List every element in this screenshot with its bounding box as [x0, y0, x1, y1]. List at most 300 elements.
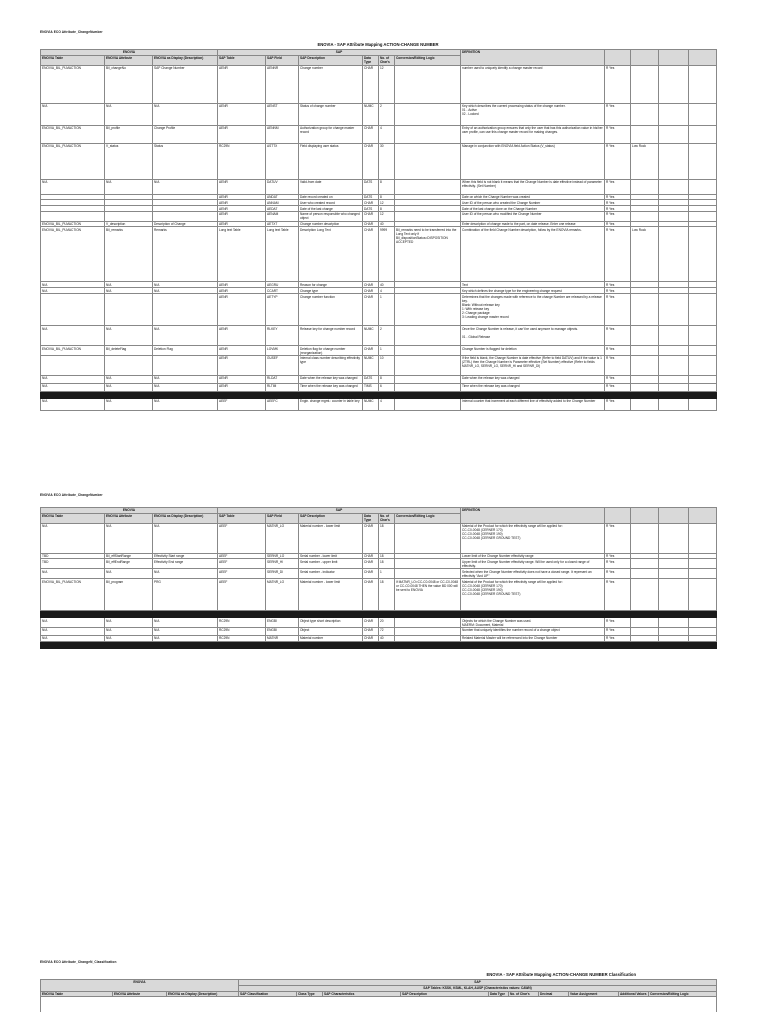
- column-header: Value Assignment: [569, 991, 619, 997]
- table-cell: N/A: [105, 376, 153, 384]
- table-cell: R Yes: [605, 227, 631, 282]
- table-cell: CHAR: [363, 282, 379, 288]
- group-header-enovia: ENOVIA: [41, 50, 218, 56]
- table-cell: AENR: [218, 179, 266, 194]
- table-cell: [218, 392, 266, 399]
- table-cell: Bil_effStartRange: [105, 553, 153, 559]
- column-header: SAP Table: [218, 513, 266, 523]
- table-cell: [631, 384, 659, 392]
- column-header: Conversion/Editing Logic: [395, 513, 461, 523]
- table-cell: R Yes: [605, 200, 631, 206]
- table-cell: [395, 376, 461, 384]
- table-cell: [689, 641, 717, 648]
- table-cell: [659, 179, 689, 194]
- table-cell: [659, 65, 689, 103]
- table-cell: N/A: [41, 103, 105, 125]
- table-cell: [363, 611, 379, 618]
- table-cell: [689, 559, 717, 569]
- table-cell: DATS: [363, 206, 379, 212]
- table-cell: [689, 227, 717, 282]
- table-cell: [363, 392, 379, 399]
- table-cell: 18: [379, 553, 395, 559]
- table-cell: [689, 392, 717, 399]
- sap-tables-header: SAP Tables: KSSK, KSML, KLAH, AUSP (Characteristics values: CAWN): [239, 985, 717, 991]
- table-cell: Date of the last change done on the Change Number: [461, 206, 605, 212]
- table-cell: 2: [379, 103, 395, 125]
- table-cell: Bil_effEndRange: [105, 559, 153, 569]
- table-cell: [105, 392, 153, 399]
- column-header: Data Type: [363, 55, 379, 65]
- table-row: [41, 618, 717, 628]
- table-cell: N/A: [105, 569, 153, 579]
- column-header: [689, 508, 717, 524]
- table-cell: GUSEF: [266, 356, 299, 376]
- column-header: No. of Char's: [379, 513, 395, 523]
- table-cell: AENNM: [266, 125, 299, 143]
- table-cell: CHAR: [363, 553, 379, 559]
- table-cell: AENR: [218, 282, 266, 288]
- table-cell: 1: [379, 294, 395, 326]
- table-row: [41, 376, 717, 384]
- table-cell: 1: [379, 346, 395, 356]
- table-cell: AETXT: [266, 221, 299, 227]
- table-cell: N/A: [105, 179, 153, 194]
- table-cell: AEEF: [218, 579, 266, 611]
- table-cell: N/A: [153, 376, 218, 384]
- table-row: [41, 398, 717, 410]
- table-row: [41, 65, 717, 103]
- table-cell: Serial number - indicator: [299, 569, 363, 579]
- table-cell: 20: [379, 618, 395, 628]
- table-cell: Bil_remarks need to be transferred into the Long Text only if Bil_dispositionStatus=DISPOSITION ACCEPTED: [395, 227, 461, 282]
- table-cell: [689, 398, 717, 410]
- table-cell: Bil_deleteFlag: [105, 346, 153, 356]
- table-cell: N/A: [153, 523, 218, 553]
- table-cell: R Yes: [605, 384, 631, 392]
- table-cell: Change Profile: [153, 125, 218, 143]
- table-cell: Description of Change: [153, 221, 218, 227]
- column-header: DEFINITION: [461, 508, 605, 524]
- table-cell: Change number description: [299, 221, 363, 227]
- table-cell: R Yes: [605, 143, 631, 179]
- column-header: SAP Description: [401, 991, 489, 997]
- table-cell: User ID of the person who created the Change Number: [461, 200, 605, 206]
- table-cell: AENR: [218, 221, 266, 227]
- table-cell: [218, 611, 266, 618]
- table-cell: Lower limit of the Change Number effectivity range: [461, 553, 605, 559]
- table-cell: [395, 294, 461, 326]
- table-cell: LOVMK: [266, 346, 299, 356]
- table-cell: Material number - lower limit: [299, 579, 363, 611]
- table-cell: ENGBI: [266, 618, 299, 628]
- table-cell: [379, 641, 395, 648]
- table-row: [41, 346, 717, 356]
- table-cell: AETYP: [266, 294, 299, 326]
- table-cell: MATNR_LO: [266, 523, 299, 553]
- table-cell: Object type short description: [299, 618, 363, 628]
- table-cell: Internal class number describing effectivity type: [299, 356, 363, 376]
- table-cell: CHAR: [363, 125, 379, 143]
- table-cell: V_status: [105, 143, 153, 179]
- group-header-enovia: ENOVIA: [41, 980, 239, 992]
- table-cell: Manage in conjunction with ENOVIA field Action Status (V_status): [461, 143, 605, 179]
- table-cell: Date when the release key was changed: [299, 376, 363, 384]
- table-cell: AENR: [218, 294, 266, 326]
- table-cell: [631, 611, 659, 618]
- table-cell: [461, 611, 605, 618]
- table-cell: [395, 569, 461, 579]
- table-cell: Date of the last change: [299, 206, 363, 212]
- table-cell: CHAR: [363, 627, 379, 635]
- table-cell: [41, 611, 105, 618]
- table-cell: CHAR: [363, 635, 379, 641]
- table-cell: [41, 211, 105, 221]
- table-cell: 1: [379, 569, 395, 579]
- table-cell: AENR: [218, 200, 266, 206]
- column-header: [631, 50, 659, 66]
- mapping-table: [40, 49, 717, 411]
- table-cell: [689, 384, 717, 392]
- table-cell: N/A: [41, 326, 105, 346]
- table-cell: [659, 559, 689, 569]
- mapping-sheet-3: [40, 972, 716, 1012]
- table-cell: [299, 641, 363, 648]
- table-row: [41, 569, 717, 579]
- table-row: [41, 125, 717, 143]
- table-cell: Text: [461, 282, 605, 288]
- table-cell: [631, 294, 659, 326]
- table-cell: AEGRU: [266, 282, 299, 288]
- column-header: Data Type: [363, 513, 379, 523]
- table-cell: Combination of the field Change Number description, follow by the ENOVIA remarks.: [461, 227, 605, 282]
- table-cell: N/A: [41, 635, 105, 641]
- table-cell: Low Rock: [631, 227, 659, 282]
- table-cell: 2: [379, 326, 395, 346]
- table-cell: NUMC: [363, 103, 379, 125]
- table-cell: [631, 179, 659, 194]
- column-header: ENOVIA Attribute: [113, 991, 167, 997]
- table-cell: AENR: [218, 356, 266, 376]
- table-cell: Time when the release key was changed: [461, 384, 605, 392]
- table-cell: CHAR: [363, 211, 379, 221]
- table-cell: AEEF: [218, 569, 266, 579]
- table-cell: [395, 627, 461, 635]
- table-cell: Valid-from date: [299, 179, 363, 194]
- table-cell: N/A: [41, 376, 105, 384]
- table-cell: Bil_program: [105, 579, 153, 611]
- table-cell: AENNR: [266, 65, 299, 103]
- table-cell: number used to uniquely identify a change master record: [461, 65, 605, 103]
- table-cell: CHAR: [363, 294, 379, 326]
- table-cell: 6: [379, 384, 395, 392]
- table-cell: [659, 523, 689, 553]
- column-header: SAP Table: [218, 55, 266, 65]
- table-cell: Enter description of change made to the part, on date release. Enter one release: [461, 221, 605, 227]
- table-row: [41, 356, 717, 376]
- table-cell: User who created record: [299, 200, 363, 206]
- table-row: [41, 227, 717, 282]
- table-cell: 12: [379, 211, 395, 221]
- table-cell: 12: [379, 65, 395, 103]
- table-cell: [41, 392, 105, 399]
- table-cell: N/A: [105, 288, 153, 294]
- table-cell: 30: [379, 143, 395, 179]
- group-header-sap: SAP: [218, 50, 461, 56]
- table-cell: AENR: [218, 125, 266, 143]
- table-cell: N/A: [41, 618, 105, 628]
- table-cell: [659, 143, 689, 179]
- table-cell: [105, 294, 153, 326]
- column-header: [659, 508, 689, 524]
- table-cell: Upper limit of the Change Number effectivity range. Will be used only for a closed range of effectivity.: [461, 559, 605, 569]
- table-cell: [153, 611, 218, 618]
- column-header: SAP Description: [299, 55, 363, 65]
- table-cell: N/A: [41, 569, 105, 579]
- table-cell: R Yes: [605, 326, 631, 346]
- table-cell: [689, 103, 717, 125]
- table-cell: [631, 346, 659, 356]
- table-cell: 72: [379, 627, 395, 635]
- table-cell: [153, 356, 218, 376]
- table-cell: [659, 392, 689, 399]
- table-cell: R Yes: [605, 398, 631, 410]
- table-cell: Low Rock: [631, 143, 659, 179]
- table-cell: [395, 211, 461, 221]
- sheet-label: ENOVIA ECO Attribute_ChangeNumber: [40, 493, 103, 497]
- table-cell: ASTTX: [266, 143, 299, 179]
- table-cell: Objects for which the Change Number was used. MAERM: Document, Material: [461, 618, 605, 628]
- table-cell: Entry of an authorization group ensures that only the user that has this authorization value in his/her user profile, can use this change master record for making changes.: [461, 125, 605, 143]
- table-cell: R Yes: [605, 179, 631, 194]
- table-cell: R Yes: [605, 569, 631, 579]
- table-cell: ENOVIA_BIL_PLMACTION: [41, 227, 105, 282]
- table-cell: [659, 227, 689, 282]
- table-cell: [395, 559, 461, 569]
- table-cell: CHAR: [363, 346, 379, 356]
- table-cell: N/A: [153, 618, 218, 628]
- table-cell: Date on which the Change Number was created: [461, 194, 605, 200]
- table-row: [41, 579, 717, 611]
- table-cell: [689, 143, 717, 179]
- table-cell: R Yes: [605, 346, 631, 356]
- table-cell: Change number: [299, 65, 363, 103]
- table-cell: R Yes: [605, 553, 631, 559]
- table-cell: ANNAM: [266, 200, 299, 206]
- table-cell: TBD: [41, 553, 105, 559]
- table-cell: R Yes: [605, 294, 631, 326]
- table-cell: ENOVIA_BIL_PLMACTION: [41, 346, 105, 356]
- table-cell: [689, 294, 717, 326]
- table-cell: AEEF: [218, 398, 266, 410]
- table-cell: SERNR_DI: [266, 569, 299, 579]
- table-cell: [395, 384, 461, 392]
- table-cell: [659, 294, 689, 326]
- table-cell: Authorization group for change master record: [299, 125, 363, 143]
- table-cell: CHAR: [363, 65, 379, 103]
- table-cell: [461, 641, 605, 648]
- table-cell: [605, 611, 631, 618]
- table-cell: AENR: [218, 346, 266, 356]
- table-cell: SAP Change Number: [153, 65, 218, 103]
- column-header: ENOVIA Attribute: [105, 513, 153, 523]
- table-cell: Number that uniquely identifies the number record of a change object: [461, 627, 605, 635]
- table-cell: [395, 143, 461, 179]
- column-header: ENOVIA Attribute: [105, 55, 153, 65]
- table-cell: [266, 611, 299, 618]
- sheet-title: ENOVIA - SAP Attribute Mapping ACTION-CHANGE NUMBER Classification: [486, 972, 636, 977]
- column-header: [605, 508, 631, 524]
- table-cell: DATS: [363, 376, 379, 384]
- table-cell: AENR: [218, 65, 266, 103]
- table-cell: [631, 523, 659, 553]
- table-cell: [153, 211, 218, 221]
- table-cell: N/A: [153, 627, 218, 635]
- table-cell: [379, 611, 395, 618]
- table-cell: N/A: [41, 179, 105, 194]
- table-cell: DATS: [363, 194, 379, 200]
- table-cell: RLDAT: [266, 376, 299, 384]
- table-cell: N/A: [41, 288, 105, 294]
- table-cell: V_description: [105, 221, 153, 227]
- table-cell: N/A: [41, 398, 105, 410]
- table-cell: N/A: [41, 282, 105, 288]
- table-cell: [395, 65, 461, 103]
- table-cell: Serial number - upper limit: [299, 559, 363, 569]
- column-header: [659, 50, 689, 66]
- table-cell: NUMC: [363, 398, 379, 410]
- table-cell: N/A: [105, 326, 153, 346]
- table-cell: R Yes: [605, 579, 631, 611]
- table-cell: [659, 326, 689, 346]
- sheet-label: ENOVIA ECO Attribute_ChangeNumber: [40, 30, 103, 34]
- table-cell: N/A: [153, 635, 218, 641]
- table-cell: [631, 376, 659, 384]
- table-cell: [395, 641, 461, 648]
- table-cell: [689, 523, 717, 553]
- table-cell: [105, 641, 153, 648]
- column-header: Conversion/Editing Logic: [649, 991, 717, 997]
- table-cell: [659, 346, 689, 356]
- table-cell: Name of person responsible who changed object: [299, 211, 363, 221]
- table-cell: N/A: [105, 282, 153, 288]
- table-row: [41, 392, 717, 399]
- table-cell: 40: [379, 282, 395, 288]
- table-cell: N/A: [153, 282, 218, 288]
- table-cell: [631, 392, 659, 399]
- table-cell: ENOVIA_BIL_PLMACTION: [41, 221, 105, 227]
- table-cell: [266, 641, 299, 648]
- column-header: No. of Char's: [509, 991, 539, 997]
- table-cell: N/A: [153, 398, 218, 410]
- table-cell: [631, 125, 659, 143]
- table-cell: [395, 179, 461, 194]
- table-cell: 8: [379, 206, 395, 212]
- table-row: [41, 103, 717, 125]
- table-cell: 4: [379, 288, 395, 294]
- group-header-sap: SAP: [218, 508, 461, 514]
- table-cell: [395, 103, 461, 125]
- table-row: [41, 294, 717, 326]
- table-cell: [689, 611, 717, 618]
- mapping-sheet-1: [40, 42, 716, 411]
- table-cell: R Yes: [605, 288, 631, 294]
- table-cell: Material of the Product for which the effectivity range will be applied for: CC-C0-0048 (CERNER 170) CC-C0-0048 (CERNER 190) CC-C0-0048 (CERNER GROUND TEST): [461, 579, 605, 611]
- table-cell: Material number: [299, 635, 363, 641]
- table-cell: [395, 356, 461, 376]
- table-cell: N/A: [105, 618, 153, 628]
- table-cell: R Yes: [605, 356, 631, 376]
- table-cell: [689, 65, 717, 103]
- table-cell: SERNR_HI: [266, 559, 299, 569]
- table-cell: [266, 392, 299, 399]
- table-cell: N/A: [153, 384, 218, 392]
- table-cell: [631, 569, 659, 579]
- table-cell: 18: [379, 579, 395, 611]
- table-cell: R Yes: [605, 559, 631, 569]
- mapping-table: [40, 507, 717, 649]
- table-cell: Bil_profile: [105, 125, 153, 143]
- table-cell: CHAR: [363, 523, 379, 553]
- mapping-sheet-2: [40, 507, 716, 649]
- table-cell: CHAR: [363, 559, 379, 569]
- table-cell: Description Long Text: [299, 227, 363, 282]
- table-cell: AENR: [218, 211, 266, 221]
- table-cell: [689, 211, 717, 221]
- table-cell: Related Material Master will be referenced into the Change Number: [461, 635, 605, 641]
- table-cell: [105, 211, 153, 221]
- table-cell: MATNR: [266, 635, 299, 641]
- table-cell: [659, 627, 689, 635]
- table-cell: N/A: [153, 179, 218, 194]
- table-cell: RC29N: [218, 618, 266, 628]
- table-cell: N/A: [153, 326, 218, 346]
- table-cell: RLTIM: [266, 384, 299, 392]
- table-cell: [299, 611, 363, 618]
- table-cell: Determines that the changes made with reference to the change Number are released by a release key. Blank: Without release key 1: With release key 2: Change package 3: Leading change master record: [461, 294, 605, 326]
- table-cell: [379, 392, 395, 399]
- table-cell: 9999: [379, 227, 395, 282]
- table-cell: R Yes: [605, 618, 631, 628]
- table-row: [41, 559, 717, 569]
- table-cell: Key which describes the current processing status of the change number. 01 - Active 02 - Locked: [461, 103, 605, 125]
- table-cell: AENR: [218, 194, 266, 200]
- table-cell: AENR: [218, 376, 266, 384]
- column-header: SAP Field: [266, 55, 299, 65]
- table-cell: [689, 356, 717, 376]
- table-cell: [659, 376, 689, 384]
- table-cell: ENOVIA_BIL_PLMACTION: [41, 125, 105, 143]
- table-cell: AENR: [218, 103, 266, 125]
- table-cell: [631, 103, 659, 125]
- table-cell: 40: [379, 221, 395, 227]
- table-cell: Long text Table: [218, 227, 266, 282]
- table-row: [41, 326, 717, 346]
- table-cell: CHAR: [363, 227, 379, 282]
- table-cell: [461, 392, 605, 399]
- table-cell: Change type: [299, 288, 363, 294]
- table-cell: [395, 326, 461, 346]
- column-header: Decimal: [539, 991, 569, 997]
- table-cell: CHAR: [363, 288, 379, 294]
- table-cell: [689, 179, 717, 194]
- table-cell: 12: [379, 200, 395, 206]
- column-header: Class Type: [297, 991, 323, 997]
- table-cell: AENR: [218, 206, 266, 212]
- table-cell: [153, 641, 218, 648]
- column-header: SAP Field: [266, 513, 299, 523]
- classification-table: [40, 979, 717, 1012]
- table-cell: CHAR: [363, 579, 379, 611]
